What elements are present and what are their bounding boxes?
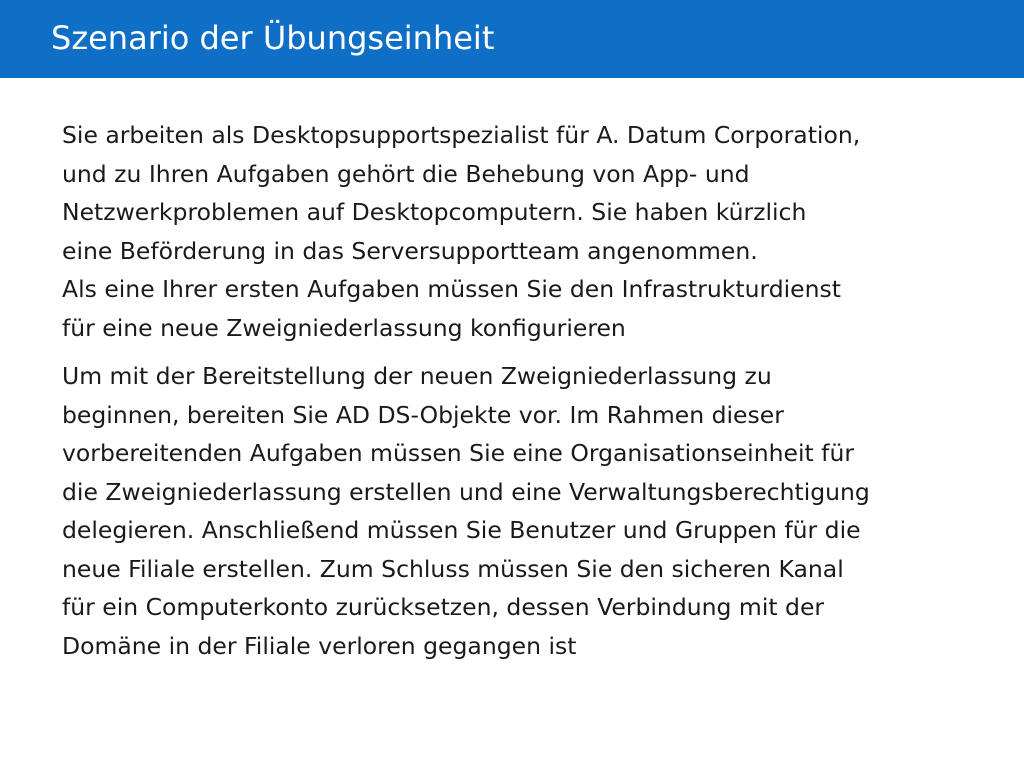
text-line: delegieren. Anschließend müssen Sie Benutzer und Gruppen für die — [62, 516, 861, 544]
text-line: für ein Computerkonto zurücksetzen, dessen Verbindung mit der — [62, 593, 825, 621]
text-line: für eine neue Zweigniederlassung konfigurieren — [62, 313, 626, 342]
text-line: die Zweigniederlassung erstellen und eine Verwaltungsberechtigung — [62, 477, 870, 506]
text-line: neue Filiale erstellen. Zum Schluss müssen Sie den sicheren Kanal — [62, 554, 844, 583]
paragraph-tasks — [62, 357, 1012, 665]
text-line: eine Beförderung in das Serversupportteam angenommen. — [62, 236, 758, 265]
text-line: Als eine Ihrer ersten Aufgaben müssen Sie den Infrastrukturdienst — [62, 275, 841, 303]
text-line: und zu Ihren Aufgaben gehört die Behebung von App- und — [62, 159, 750, 188]
paragraph-intro — [62, 116, 1012, 347]
text-line: beginnen, bereiten Sie AD DS-Objekte vor. Im Rahmen dieser — [62, 400, 784, 429]
text-line: vorbereitenden Aufgaben müssen Sie eine Organisationseinheit für — [62, 439, 855, 467]
text-line: Netzwerkproblemen auf Desktopcomputern. Sie haben kürzlich — [62, 198, 807, 226]
text-line: Um mit der Bereitstellung der neuen Zweigniederlassung zu — [62, 362, 772, 390]
text-line: Domäne in der Filiale verloren gegangen ist — [62, 631, 577, 660]
title-bar — [0, 0, 1024, 78]
slide-title: Szenario der Übungseinheit — [51, 19, 495, 57]
text-line: Sie arbeiten als Desktopsupportspezialist für A. Datum Corporation, — [62, 121, 861, 149]
slide-body — [62, 116, 1012, 665]
